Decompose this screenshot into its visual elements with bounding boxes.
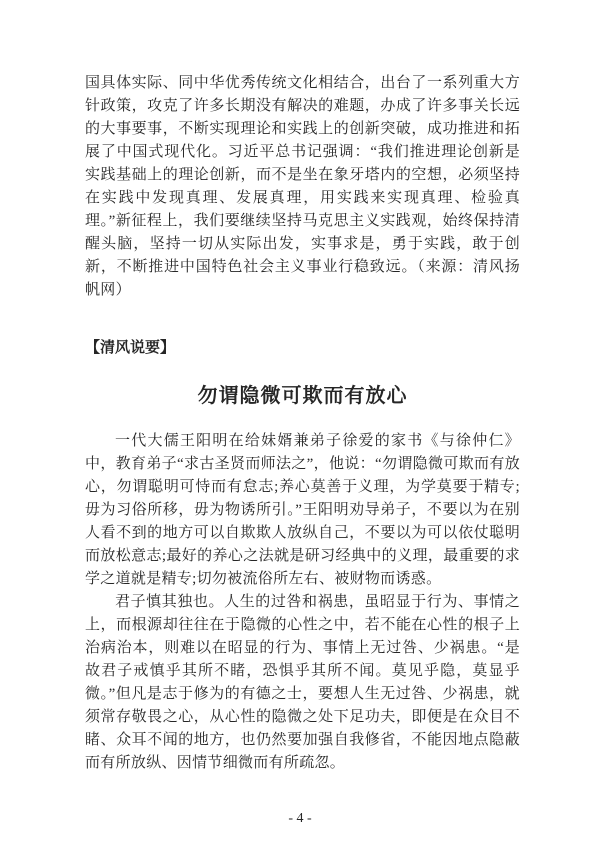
paragraph-continuation: 国具体实际、同中华优秀传统文化相结合，出台了一系列重大方针政策，攻克了许多长期没有解决的难题，办成了许多事关长远的大事要事，不断实现理论和实践上的创新突破，成功推进和拓展了中国式现代化。习近平总书记强调：“我们推进理论创新是实践基础上的理论创新，而不是坐在象牙塔内的空想，必须坚持在实践中发现真理、发展真理，用实践来实现真理、检验真理。”新征程上，我们要继续坚持马克思主义实践观，始终保持清醒头脑，坚持一切从实际出发，实事求是，勇于实践，敢于创新，不断推进中国特色社会主义事业行稳致远。（来源：清风扬帆网） (85, 75, 520, 298)
page-number: - 4 - (288, 811, 312, 826)
paragraph-junzi-shendu: 君子慎其独也。人生的过咎和祸患，虽昭显于行为、事情之上，而根源却往往在于隐微的心性之中，若不能在心性的根子上治病治本，则难以在昭显的行为、事情上无过咎、少祸患。“是故君子戒慎乎其所不睹，恐惧乎其所不闻。莫见乎隐，莫显乎微。”但凡是志于修为的有德之士，要想人生无过咎、少祸患，就须常存敬畏之心，从心性的隐微之处下足功夫，即便是在众目不睹、众耳不闻的地方，也仍然要加强自我修省，不能因地点隐蔽而有所放纵、因情节细微而有所疏忽。 (85, 594, 520, 771)
paragraph-wang-yangming: 一代大儒王阳明在给妹婿兼弟子徐爱的家书《与徐仲仁》中，教育弟子“求古圣贤而师法之”，他说：“勿谓隐微可欺而有放心，勿谓聪明可恃而有怠志;养心莫善于义理，为学莫要于精专;毋为习俗所移，毋为物诱所引。”王阳明劝导弟子，不要以为在别人看不到的地方可以自欺欺人放纵自己，不要以为可以依仗聪明而放松意志;最好的养心之法就是研习经典中的义理，最重要的求学之道就是精专;切勿被流俗所左右、被财物而诱惑。 (85, 433, 520, 587)
section-label: 【清风说要】 (85, 340, 176, 356)
article-title: 勿谓隐微可欺而有放心 (197, 385, 408, 407)
